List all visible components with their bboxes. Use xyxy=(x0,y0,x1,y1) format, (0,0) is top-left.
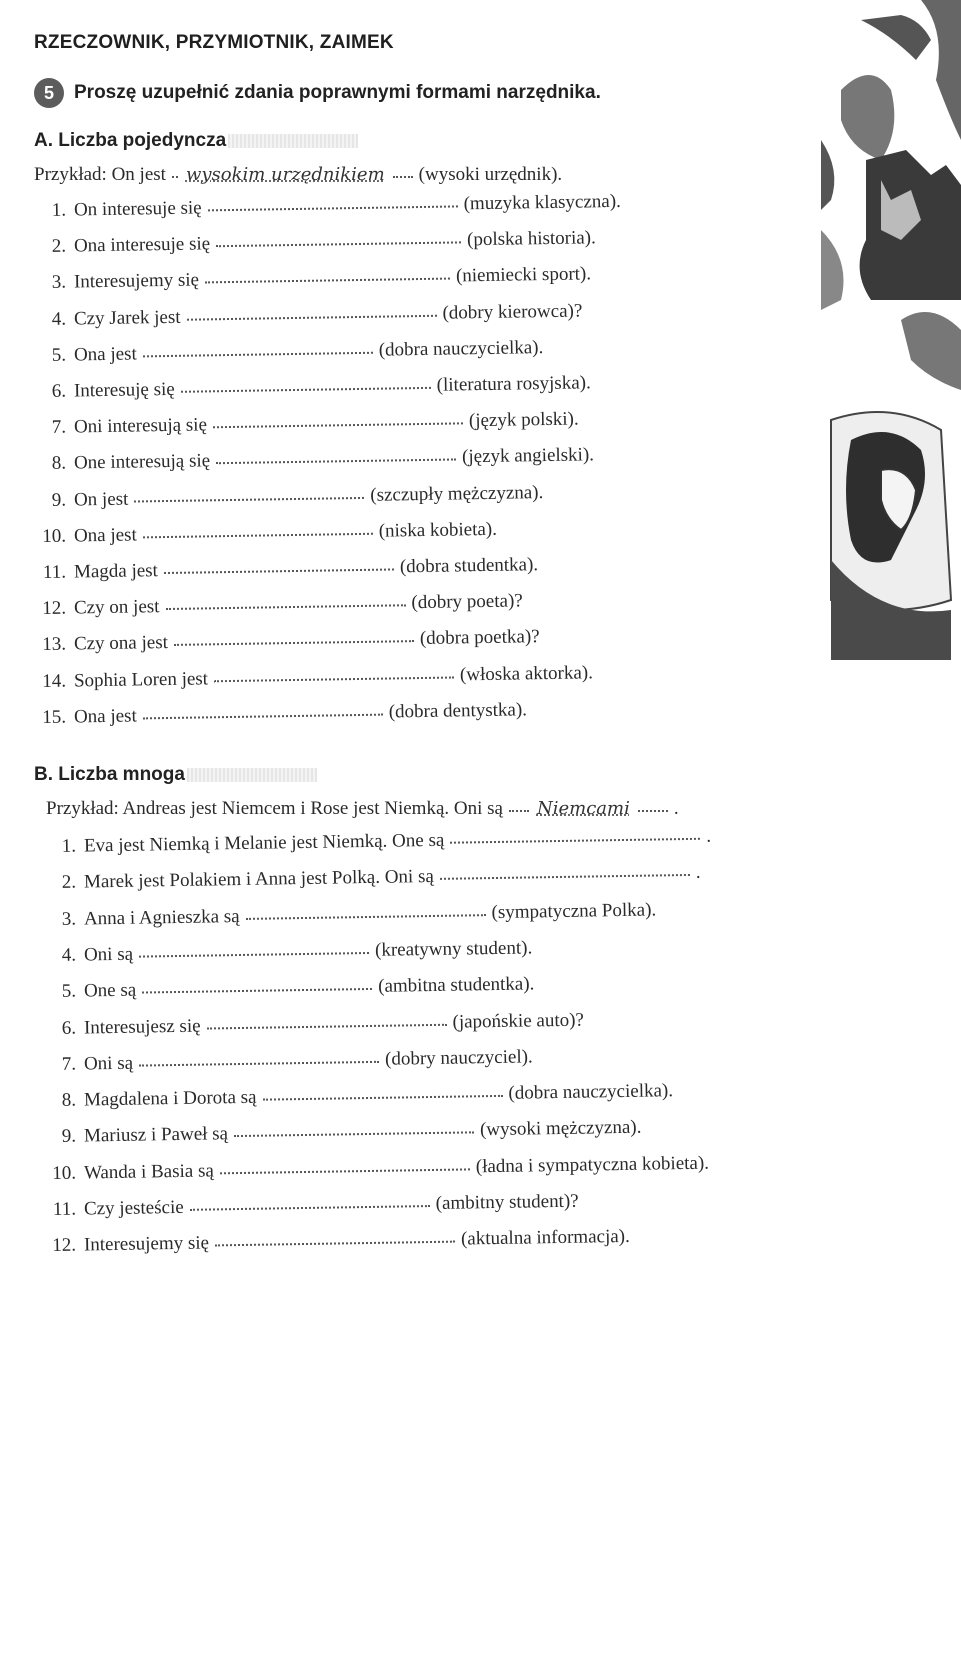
section-b-item xyxy=(50,1191,579,1221)
chapter-title: RZECZOWNIK, PRZYMIOTNIK, ZAIMEK xyxy=(34,32,394,53)
example-b: Przykład: Andreas jest Niemcem i Rose jest Niemką. Oni są Niemcami . xyxy=(46,798,679,819)
item-text: One interesują się xyxy=(73,450,211,474)
answer-blank[interactable] xyxy=(134,496,364,502)
item-text: Interesujemy się xyxy=(83,1232,210,1256)
item-number: 10. xyxy=(42,525,67,547)
answer-blank[interactable] xyxy=(213,423,463,429)
item-text: On interesuje się xyxy=(73,197,202,221)
answer-blank[interactable] xyxy=(143,352,373,358)
section-a-item xyxy=(40,482,544,512)
item-hint: (literatura rosyjska). xyxy=(436,372,591,396)
item-number: 2. xyxy=(51,235,67,258)
item-hint: (dobra poetka)? xyxy=(419,626,540,650)
item-number: 6. xyxy=(51,380,67,402)
item-number: 8. xyxy=(61,1089,77,1111)
item-text: Oni są xyxy=(83,1052,134,1075)
item-text: Magda jest xyxy=(73,560,159,583)
item-number: 3. xyxy=(51,271,67,294)
task-instruction: Proszę uzupełnić zdania poprawnymi formami narzędnika. xyxy=(74,82,601,103)
section-a-item xyxy=(40,409,579,439)
section-a-item xyxy=(40,227,596,258)
item-number: 12. xyxy=(42,597,67,620)
section-b-item xyxy=(50,974,535,1004)
item-hint: (dobra studentka). xyxy=(399,554,539,578)
item-number: 8. xyxy=(51,452,67,475)
section-b-item xyxy=(50,1152,709,1184)
item-hint: (ładna i sympatyczna kobieta). xyxy=(475,1152,710,1177)
section-b-item xyxy=(50,862,701,894)
item-hint: (niska kobieta). xyxy=(378,518,498,542)
item-text: Interesujesz się xyxy=(83,1015,201,1038)
item-text: Sophia Loren jest xyxy=(73,667,209,692)
answer-blank[interactable] xyxy=(246,914,486,920)
answer-blank[interactable] xyxy=(181,387,431,393)
answer-blank[interactable] xyxy=(216,459,456,465)
item-text: One są xyxy=(83,979,137,1002)
answer-blank[interactable] xyxy=(142,988,372,994)
answer-blank[interactable] xyxy=(166,604,406,610)
item-number: 4. xyxy=(61,944,77,966)
item-text: Ona jest xyxy=(73,343,137,366)
decorative-illustration xyxy=(821,0,961,660)
answer-blank[interactable] xyxy=(164,568,394,574)
section-a-item xyxy=(40,337,544,367)
section-a-item xyxy=(40,264,591,295)
item-hint: (niemiecki sport). xyxy=(455,263,592,287)
answer-blank[interactable] xyxy=(220,1168,470,1174)
item-hint: (polska historia). xyxy=(466,227,596,251)
item-number: 6. xyxy=(61,1017,77,1039)
answer-blank[interactable] xyxy=(187,314,437,320)
task-header xyxy=(34,78,601,108)
item-hint: . xyxy=(695,862,701,884)
section-a-item xyxy=(40,519,497,548)
answer-blank[interactable] xyxy=(440,874,690,880)
section-b-item xyxy=(50,1009,584,1039)
section-a-item xyxy=(40,591,523,621)
item-hint: (język angielski). xyxy=(461,444,595,468)
answer-blank[interactable] xyxy=(216,242,461,248)
example-a: Przykład: On jest wysokim urzędnikiem (wysoki urzędnik). xyxy=(34,164,563,185)
item-text: Mariusz i Paweł są xyxy=(83,1123,229,1147)
section-b-item xyxy=(50,826,711,858)
item-text: Anna i Agnieszka są xyxy=(83,905,240,930)
item-text: Czy ona jest xyxy=(73,632,169,655)
item-hint: (dobry poeta)? xyxy=(411,590,523,614)
answer-blank[interactable] xyxy=(139,1061,379,1067)
section-b-item xyxy=(50,899,657,931)
item-number: 5. xyxy=(51,344,67,366)
item-number: 13. xyxy=(42,633,67,656)
item-hint: (włoska aktorka). xyxy=(459,661,594,685)
item-text: Interesujemy się xyxy=(73,269,200,293)
item-hint: (japońskie auto)? xyxy=(452,1009,585,1033)
item-number: 9. xyxy=(51,489,67,511)
item-hint: (dobry nauczyciel). xyxy=(384,1046,533,1070)
item-hint: (ambitna studentka). xyxy=(378,973,535,998)
item-number: 10. xyxy=(52,1162,77,1184)
item-text: Interesuję się xyxy=(73,378,175,402)
section-a-item xyxy=(40,662,593,693)
item-hint: (ambitny student)? xyxy=(435,1190,579,1214)
item-number: 1. xyxy=(51,199,67,221)
section-b-heading: B. Liczba mnoga xyxy=(34,764,317,786)
item-text: Czy Jarek jest xyxy=(73,306,181,330)
item-number: 11. xyxy=(52,1198,77,1220)
item-hint: (szczupły mężczyzna). xyxy=(370,481,544,506)
section-a-item xyxy=(40,300,583,331)
item-hint: (dobry kierowca)? xyxy=(442,300,583,324)
section-a-item xyxy=(40,627,540,657)
answer-blank[interactable] xyxy=(143,713,383,719)
section-a-item xyxy=(40,372,591,403)
item-number: 5. xyxy=(61,980,77,1003)
answer-blank[interactable] xyxy=(208,205,458,211)
item-text: Eva jest Niemką i Melanie jest Niemką. One są xyxy=(83,829,445,857)
item-text: Czy on jest xyxy=(73,596,160,619)
item-number: 9. xyxy=(61,1125,77,1148)
item-hint: (aktualna informacja). xyxy=(460,1226,630,1250)
item-text: Ona jest xyxy=(73,705,137,728)
item-text: Marek jest Polakiem i Anna jest Polką. Oni są xyxy=(83,866,434,893)
item-text: Wanda i Basia są xyxy=(83,1160,214,1184)
section-b-item xyxy=(50,1080,673,1112)
item-number: 7. xyxy=(51,416,67,439)
section-b-item xyxy=(50,937,533,967)
answer-blank[interactable] xyxy=(174,641,414,647)
answer-blank[interactable] xyxy=(205,278,450,284)
example-b-answer: Niemcami xyxy=(536,798,630,819)
answer-blank[interactable] xyxy=(190,1205,430,1211)
item-number: 4. xyxy=(51,308,67,330)
item-text: Czy jesteście xyxy=(83,1196,184,1220)
item-number: 1. xyxy=(61,835,77,857)
answer-blank[interactable] xyxy=(234,1132,474,1138)
item-hint: (wysoki mężczyzna). xyxy=(479,1117,642,1141)
section-b-item xyxy=(50,1117,642,1148)
item-hint: (język polski). xyxy=(468,408,579,432)
section-b-item xyxy=(50,1046,533,1076)
item-hint: (kreatywny student). xyxy=(374,937,533,961)
item-number: 11. xyxy=(42,561,67,583)
answer-blank[interactable] xyxy=(214,676,454,682)
item-hint: (dobra nauczycielka). xyxy=(508,1080,674,1104)
answer-blank[interactable] xyxy=(263,1095,503,1101)
section-a-item xyxy=(40,445,594,476)
item-hint: . xyxy=(706,825,712,847)
section-a-item xyxy=(40,554,538,584)
item-text: Ona jest xyxy=(73,524,137,547)
section-b-item xyxy=(50,1226,630,1257)
item-number: 3. xyxy=(61,908,77,930)
item-text: On jest xyxy=(73,488,129,511)
item-text: Magdalena i Dorota są xyxy=(83,1086,257,1111)
item-text: Oni interesują się xyxy=(73,414,208,438)
item-text: Oni są xyxy=(83,943,134,966)
answer-blank[interactable] xyxy=(139,952,369,958)
answer-blank[interactable] xyxy=(450,838,700,844)
section-a-heading: A. Liczba pojedyncza xyxy=(34,130,358,152)
task-number-badge: 5 xyxy=(34,78,64,108)
item-hint: (sympatyczna Polka). xyxy=(491,899,657,923)
item-number: 7. xyxy=(61,1053,77,1075)
item-number: 15. xyxy=(42,706,67,728)
item-text: Ona interesuje się xyxy=(73,233,211,257)
item-hint: (muzyka klasyczna). xyxy=(463,190,621,215)
item-hint: (dobra nauczycielka). xyxy=(378,336,544,361)
section-a-item xyxy=(40,191,621,222)
answer-blank[interactable] xyxy=(215,1241,455,1247)
item-number: 2. xyxy=(61,871,77,894)
example-a-answer: wysokim urzędnikiem xyxy=(185,164,385,185)
answer-blank[interactable] xyxy=(143,533,373,539)
section-a-item xyxy=(40,699,527,729)
answer-blank[interactable] xyxy=(207,1023,447,1029)
item-number: 12. xyxy=(52,1234,77,1257)
item-hint: (dobra dentystka). xyxy=(388,699,528,723)
item-number: 14. xyxy=(42,670,67,692)
